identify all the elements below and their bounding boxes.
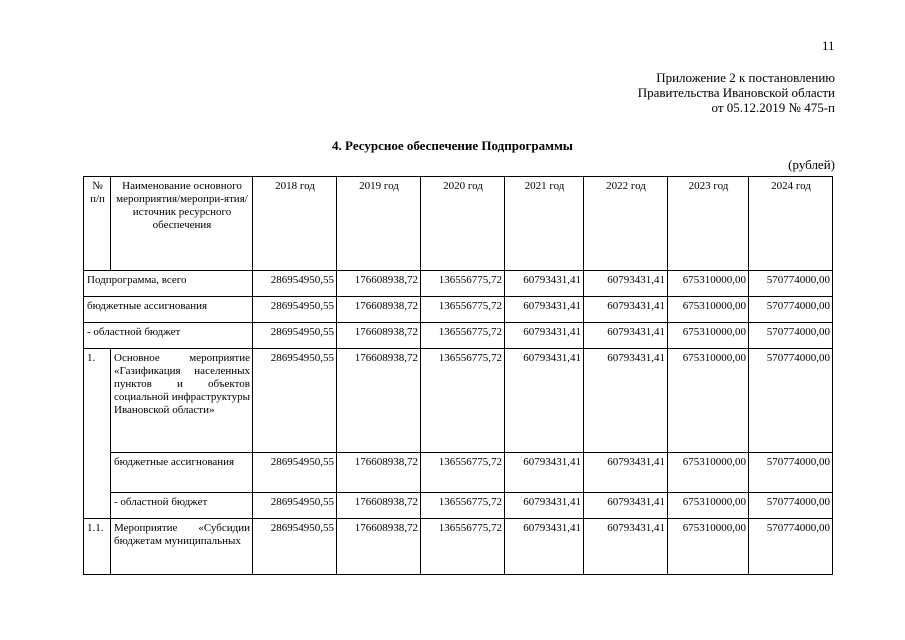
cell-value: 286954950,55 [253,297,337,323]
table-row [84,297,833,323]
table-row [84,349,833,453]
table-row [84,453,833,493]
cell-value: 136556775,72 [421,453,505,493]
cell-value: 286954950,55 [253,453,337,493]
cell-value: 60793431,41 [584,349,668,453]
cell-value: 60793431,41 [584,323,668,349]
activity-name: Мероприятие «Субсидии бюджетам муниципальных [111,519,253,575]
cell-value: 675310000,00 [668,349,749,453]
cell-value: 675310000,00 [668,519,749,575]
cell-value: 675310000,00 [668,271,749,297]
resource-table [83,176,833,575]
row-label: бюджетные ассигнования [84,297,253,323]
cell-value: 136556775,72 [421,297,505,323]
header-name: Наименование основного мероприятия/меропри-ятия/источник ресурсного обеспечения [111,177,253,271]
cell-value: 176608938,72 [337,297,421,323]
cell-value: 60793431,41 [505,297,584,323]
cell-value: 60793431,41 [505,453,584,493]
cell-value: 176608938,72 [337,271,421,297]
cell-value: 136556775,72 [421,519,505,575]
cell-value: 570774000,00 [749,297,833,323]
cell-value: 60793431,41 [584,271,668,297]
unit-note: (рублей) [788,157,835,172]
row-label: - областной бюджет [111,493,253,519]
header-year: 2020 год [421,177,505,271]
cell-value: 176608938,72 [337,453,421,493]
cell-value: 136556775,72 [421,349,505,453]
cell-value: 60793431,41 [584,297,668,323]
cell-value: 570774000,00 [749,453,833,493]
table-row [84,323,833,349]
header-year: 2018 год [253,177,337,271]
page-number: 11 [822,38,835,53]
cell-value: 286954950,55 [253,519,337,575]
cell-value: 176608938,72 [337,349,421,453]
cell-value: 136556775,72 [421,493,505,519]
cell-value: 570774000,00 [749,323,833,349]
row-label: бюджетные ассигнования [111,453,253,493]
cell-value: 570774000,00 [749,271,833,297]
appendix-line: Приложение 2 к постановлению [656,70,835,85]
cell-value: 60793431,41 [584,493,668,519]
table-header-row [84,177,833,271]
row-number: 1. [84,349,111,519]
cell-value: 286954950,55 [253,349,337,453]
appendix-line: от 05.12.2019 № 475-п [711,100,835,115]
row-label: - областной бюджет [84,323,253,349]
header-num: № п/п [84,177,111,271]
table-row [84,493,833,519]
header-year: 2022 год [584,177,668,271]
header-year: 2021 год [505,177,584,271]
cell-value: 60793431,41 [505,271,584,297]
header-year: 2023 год [668,177,749,271]
cell-value: 675310000,00 [668,453,749,493]
row-number: 1.1. [84,519,111,575]
cell-value: 570774000,00 [749,519,833,575]
cell-value: 675310000,00 [668,297,749,323]
cell-value: 286954950,55 [253,323,337,349]
cell-value: 60793431,41 [584,453,668,493]
cell-value: 286954950,55 [253,493,337,519]
cell-value: 286954950,55 [253,271,337,297]
appendix-header [638,70,835,115]
cell-value: 176608938,72 [337,519,421,575]
table-row [84,519,833,575]
activity-name: Основное мероприятие «Газификация населенных пунктов и объектов социальной инфраструктуры Ивановской области» [111,349,253,453]
cell-value: 176608938,72 [337,493,421,519]
cell-value: 136556775,72 [421,323,505,349]
row-label: Подпрограмма, всего [84,271,253,297]
cell-value: 570774000,00 [749,349,833,453]
cell-value: 176608938,72 [337,323,421,349]
cell-value: 570774000,00 [749,493,833,519]
appendix-line: Правительства Ивановской области [637,85,835,100]
table-row [84,271,833,297]
cell-value: 60793431,41 [505,349,584,453]
cell-value: 60793431,41 [505,519,584,575]
cell-value: 60793431,41 [505,493,584,519]
header-year: 2019 год [337,177,421,271]
cell-value: 60793431,41 [505,323,584,349]
cell-value: 136556775,72 [421,271,505,297]
cell-value: 60793431,41 [584,519,668,575]
cell-value: 675310000,00 [668,323,749,349]
cell-value: 675310000,00 [668,493,749,519]
header-year: 2024 год [749,177,833,271]
section-title: 4. Ресурсное обеспечение Подпрограммы [332,138,573,153]
